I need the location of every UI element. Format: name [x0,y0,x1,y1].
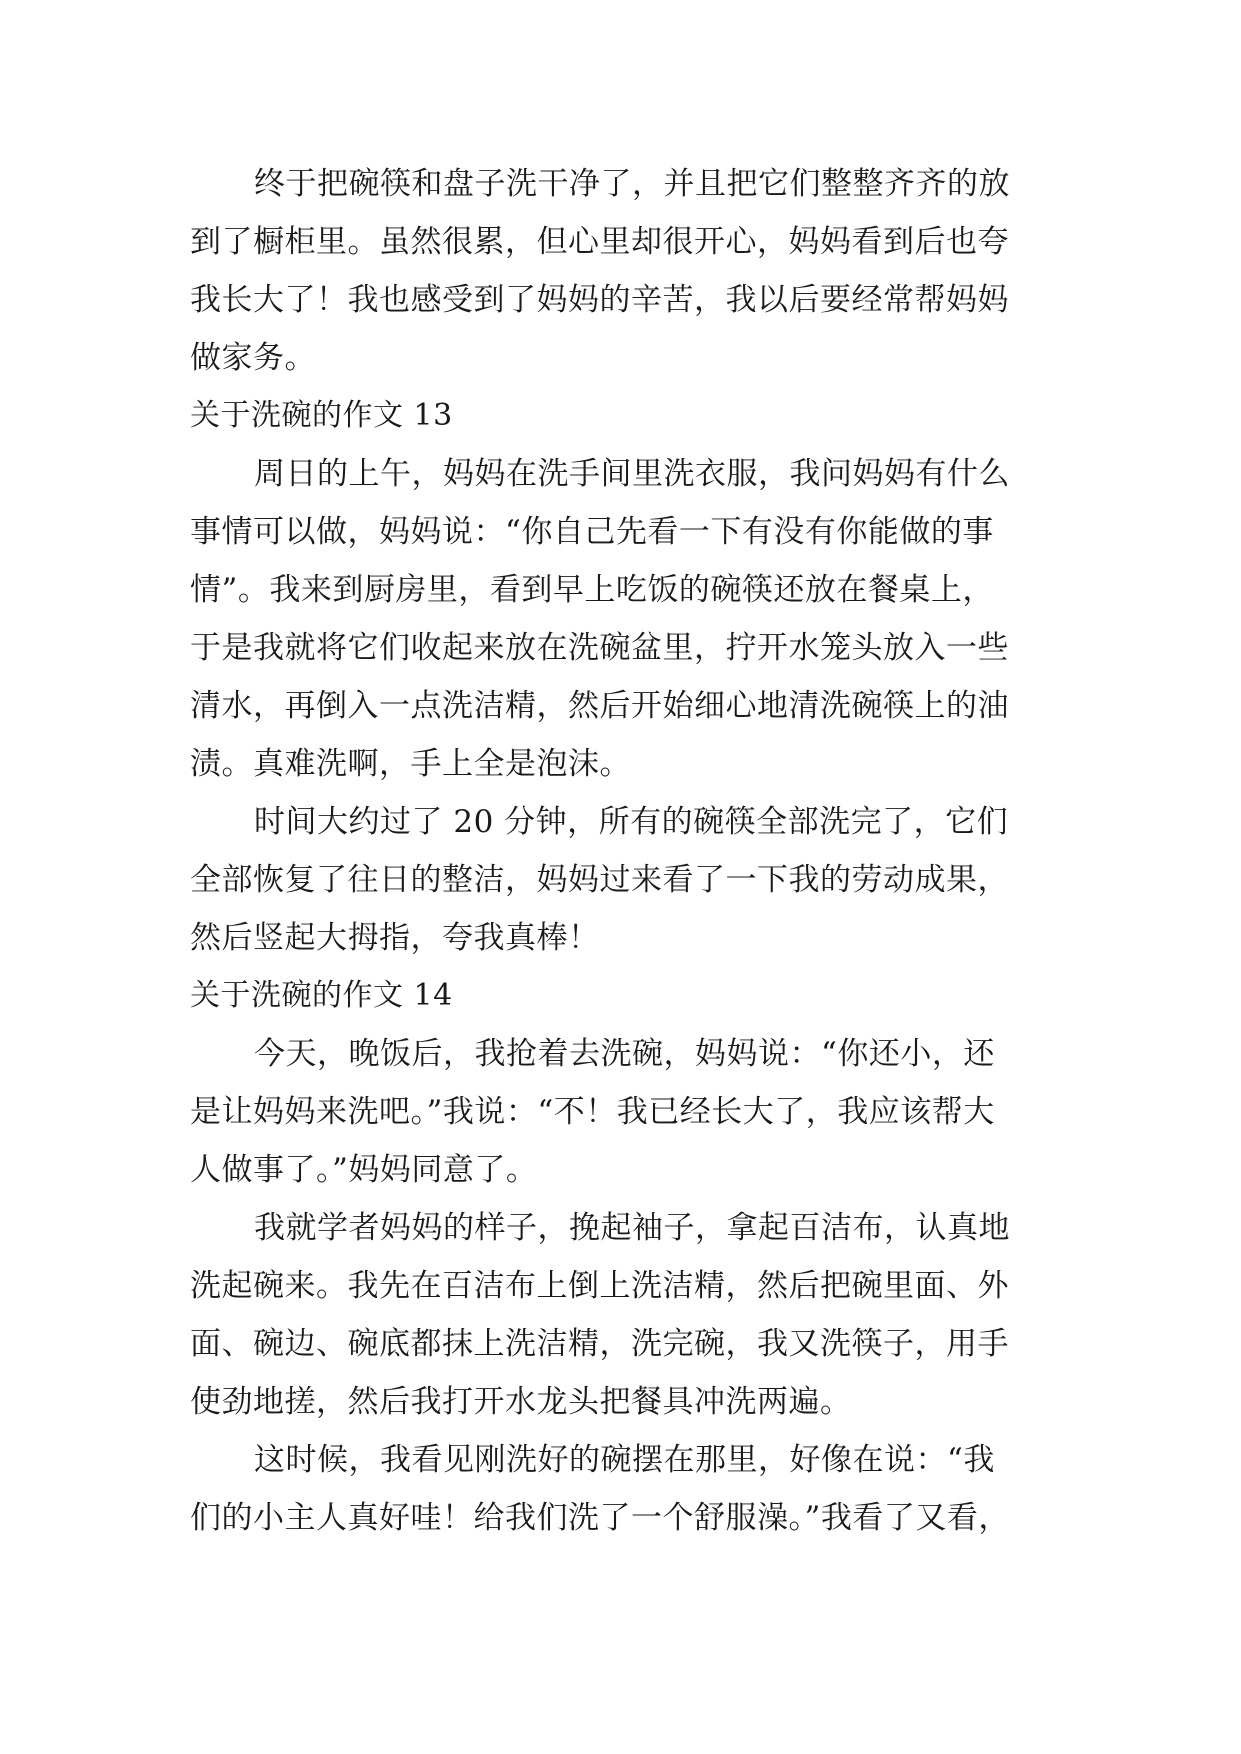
section-heading-13: 关于洗碗的作文 13 [190,398,453,433]
paragraph-line: 情”。我来到厨房里，看到早上吃饭的碗筷还放在餐桌上， [190,572,994,608]
paragraph-line: 使劲地搓，然后我打开水龙头把餐具冲洗两遍。 [190,1384,852,1420]
paragraph-line: 今天，晚饭后，我抢着去洗碗，妈妈说：“你还小，还 [254,1036,995,1072]
paragraph-line: 洗起碗来。我先在百洁布上倒上洗洁精，然后把碗里面、外 [190,1268,1009,1304]
paragraph-line: 这时候，我看见刚洗好的碗摆在那里，好像在说：“我 [254,1442,995,1478]
paragraph-line: 面、碗边、碗底都抹上洗洁精，洗完碗，我又洗筷子，用手 [190,1326,1009,1362]
paragraph-line: 人做事了。”妈妈同意了。 [190,1152,538,1188]
paragraph [190,445,1050,793]
paragraph-line: 渍。真难洗啊，手上全是泡沫。 [190,746,631,782]
paragraph-line: 然后竖起大拇指，夸我真棒！ [190,920,600,956]
paragraph-line: 事情可以做，妈妈说：“你自己先看一下有没有你能做的事 [190,514,994,550]
paragraph-line: 清水，再倒入一点洗洁精，然后开始细心地清洗碗筷上的油 [190,688,1009,724]
paragraph-line: 我就学者妈妈的样子，挽起袖子，拿起百洁布，认真地 [254,1210,1010,1246]
paragraph [190,1199,1050,1431]
paragraph-line: 周日的上午，妈妈在洗手间里洗衣服，我问妈妈有什么 [254,456,1010,492]
paragraph [190,155,1050,387]
paragraph-line: 时间大约过了 20 分钟，所有的碗筷全部洗完了，它们 [254,804,1009,840]
document-body [190,155,1050,1547]
paragraph [190,793,1050,967]
paragraph [190,1025,1050,1199]
paragraph-line: 终于把碗筷和盘子洗干净了，并且把它们整整齐齐的放 [254,166,1010,202]
paragraph [190,1431,1050,1547]
paragraph-line: 到了橱柜里。虽然很累，但心里却很开心，妈妈看到后也夸 [190,224,1009,260]
paragraph-line: 我长大了！我也感受到了妈妈的辛苦，我以后要经常帮妈妈 [190,282,1009,318]
section-heading-14: 关于洗碗的作文 14 [190,978,453,1013]
paragraph-line: 们的小主人真好哇！给我们洗了一个舒服澡。”我看了又看， [190,1500,1010,1536]
paragraph-line: 全部恢复了往日的整洁，妈妈过来看了一下我的劳动成果， [190,862,1009,898]
paragraph-line: 是让妈妈来洗吧。”我说：“不！我已经长大了，我应该帮大 [190,1094,995,1130]
paragraph-line: 于是我就将它们收起来放在洗碗盆里，拧开水笼头放入一些 [190,630,1009,666]
paragraph-line: 做家务。 [190,340,316,376]
